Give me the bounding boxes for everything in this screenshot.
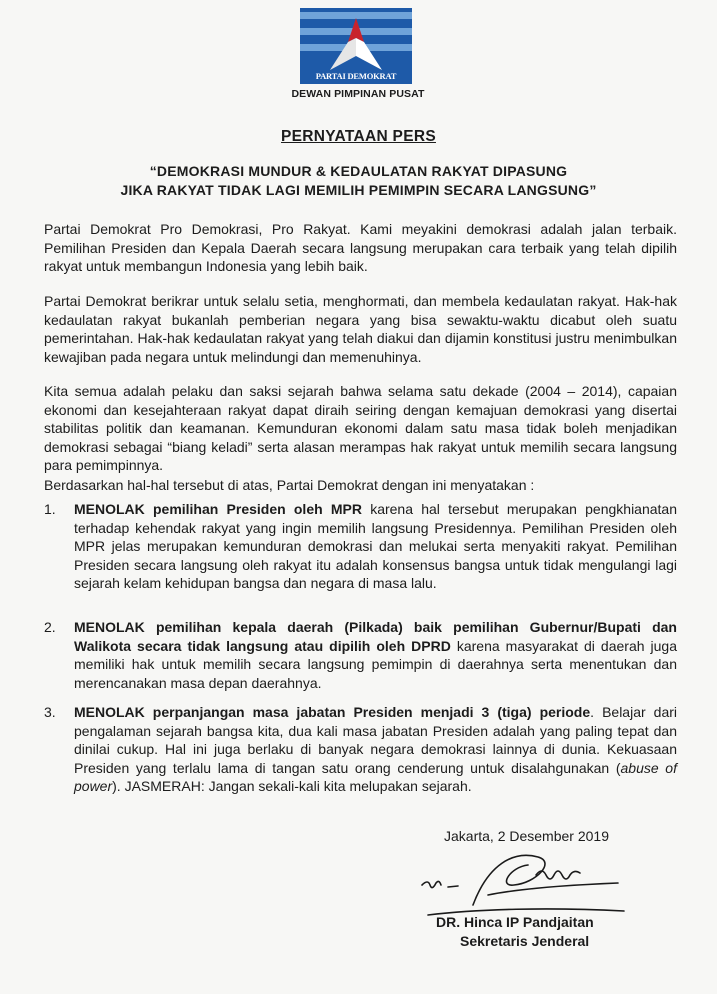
place-date: Jakarta, 2 Desember 2019 (444, 828, 609, 844)
point-number: 3. (44, 704, 56, 720)
subtitle-line-2: JIKA RAKYAT TIDAK LAGI MEMILIH PEMIMPIN SECARA LANGSUNG” (120, 182, 597, 198)
paragraph-1: Partai Demokrat Pro Demokrasi, Pro Rakyat. Kami meyakini demokrasi adalah jalan terbaik. Pemilihan Presiden dan Kepala Daerah secara langsung merupakan cara terbaik yang telah dipilih rakyat untuk membangun Indonesia yang lebih baik. (44, 221, 677, 274)
statement-point-2 (44, 618, 677, 692)
point-text: karena hal tersebut merupakan pengkhianatan terhadap kehendak rakyat yang ingin memilih langsung Presidennya. Pemilihan Presiden oleh MPR jelas merupakan kemunduran demokrasi dan melukai serta menyakiti rakyat. Pemilihan Presiden secara langsung oleh rakyat itu adalah konsensus bangsa untuk tidak mengulangi lagi sejarah kelam kehidupan bangsa dan negara di masa lalu. (74, 501, 677, 591)
point-text: karena masyarakat di daerah juga memiliki hak untuk memilih secara langsung pemimpin di daerahnya serta menentukan dan merencanakan masa depan daerahnya. (74, 637, 677, 691)
paragraph-2: Partai Demokrat berikrar untuk selalu setia, menghormati, dan membela kedaulatan rakyat. Hak-hak kedaulatan rakyat bukanlah pemberian negara yang bisa sewaktu-waktu dicabut oleh suatu pemerintahan. Hak-hak kedaulatan rakyat yang telah diakui dan dijamin konstitusi justru menimbulkan kewajiban pada negara untuk melindungi dan memenuhinya. (44, 293, 677, 365)
point-heading: MENOLAK pemilihan Presiden oleh MPR (74, 501, 362, 517)
point-heading: MENOLAK perpanjangan masa jabatan Presiden menjadi 3 (tiga) periode (74, 704, 591, 720)
point-heading: MENOLAK pemilihan kepala daerah (Pilkada) baik pemilihan Gubernur/Bupati dan Walikota secara tidak langsung atau dipilih oleh DPRD (74, 619, 677, 654)
partai-demokrat-logo (300, 8, 412, 84)
paragraph-3: Kita semua adalah pelaku dan saksi sejarah bahwa selama satu dekade (2004 – 2014), capaian ekonomi dan kesejahteraan rakyat dapat diraih seiring dengan kemajuan demokrasi yang disertai stabilitas politik dan keamanan. Kemunduran ekonomi dalam satu masa tidak boleh menjadikan demokrasi sebagai “biang keladi” serta alasan merampas hak rakyat untuk memilih secara langsung para pemimpinnya. (44, 383, 677, 473)
signer-name: DR. Hinca IP Pandjaitan (436, 914, 594, 930)
point-number: 2. (44, 619, 56, 635)
point-number: 1. (44, 501, 56, 517)
signature-icon (418, 845, 628, 925)
statement-point-1 (44, 500, 677, 593)
mercy-star-icon (326, 18, 386, 70)
org-unit-label: DEWAN PIMPINAN PUSAT (291, 88, 425, 100)
statement-lead: Berdasarkan hal-hal tersebut di atas, Partai Demokrat dengan ini menyatakan : (44, 477, 535, 493)
point-italic-term: abuse of power (74, 759, 677, 794)
point-text-after: ). JASMERAH: Jangan sekali-kali kita melupakan sejarah. (112, 778, 472, 794)
point-text: . Belajar dari pengalaman sejarah bangsa kita, dua kali masa jabatan Presiden adalah yang paling tepat dan dinilai cukup. Hal ini juga berlaku di banyak negara demokrasi lainnya di dunia. Kekuasaan Presiden yang terlalu lama di tangan satu orang cenderung untuk disalahgunakan ( (74, 704, 678, 776)
logo-text: PARTAI DEMOKRAT (315, 71, 397, 81)
statement-point-3 (44, 703, 677, 796)
subtitle-line-1: “DEMOKRASI MUNDUR & KEDAULATAN RAKYAT DIPASUNG (149, 163, 568, 179)
page-title: PERNYATAAN PERS (281, 128, 436, 145)
signer-title: Sekretaris Jenderal (460, 933, 590, 949)
